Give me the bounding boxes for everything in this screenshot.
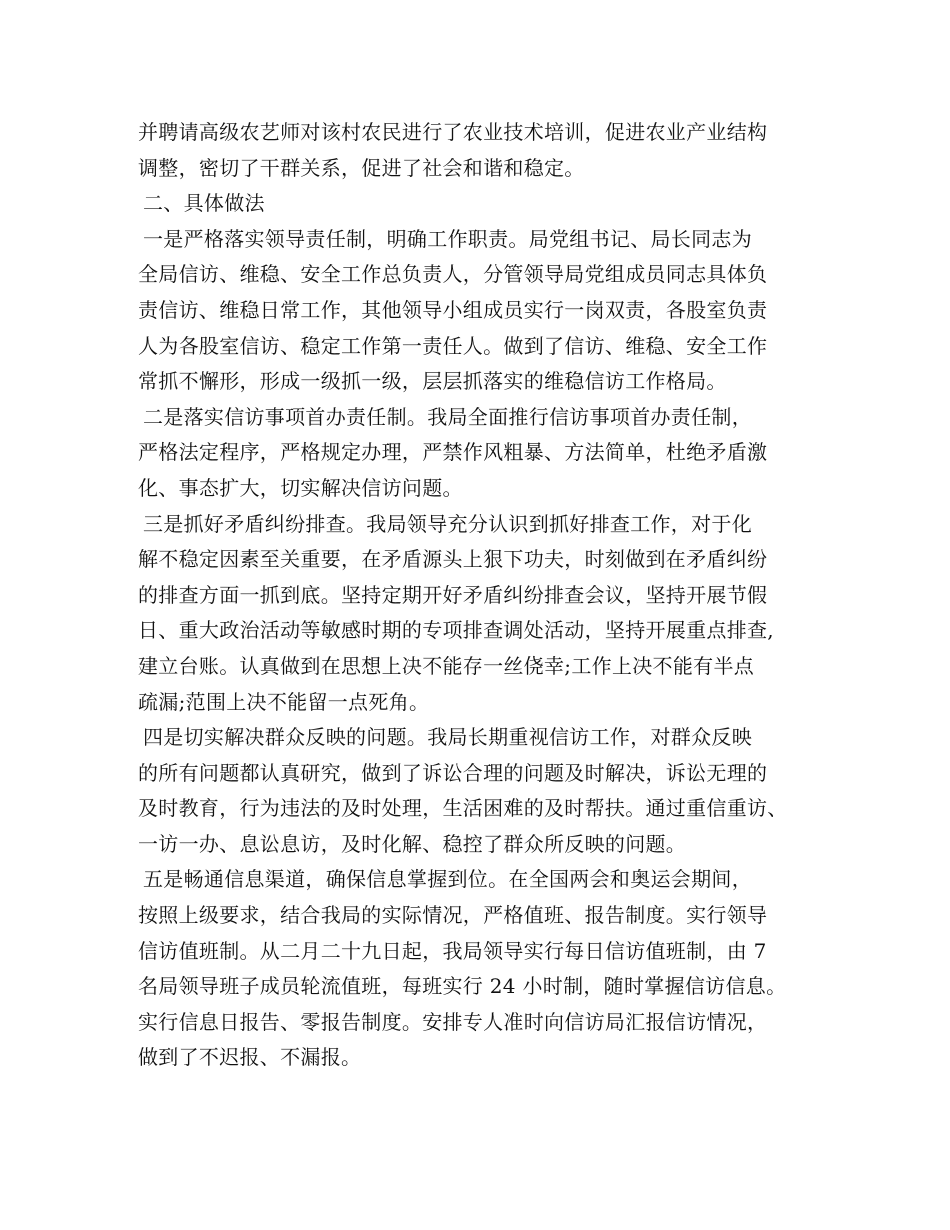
body-line: 的排查方面一抓到底。坚持定期开好矛盾纠纷排查会议，坚持开展节假 — [138, 582, 768, 607]
body-line: 名局领导班子成员轮流值班，每班实行 24 小时制，随时掌握信访信息。 — [138, 974, 787, 999]
body-line: 实行信息日报告、零报告制度。安排专人准时向信访局汇报信访情况， — [138, 1009, 768, 1034]
body-line: 解不稳定因素至关重要，在矛盾源头上狠下功夫，时刻做到在矛盾纠纷 — [138, 547, 768, 572]
body-line: 一是严格落实领导责任制，明确工作职责。局党组书记、局长同志为 — [143, 226, 752, 251]
body-line: 严格法定程序，严格规定办理，严禁作风粗暴、方法简单，杜绝矛盾激 — [138, 440, 768, 465]
body-line: 做到了不迟报、不漏报。 — [138, 1045, 362, 1070]
body-line: 二是落实信访事项首办责任制。我局全面推行信访事项首办责任制， — [143, 404, 752, 429]
body-line: 人为各股室信访、稳定工作第一责任人。做到了信访、维稳、安全工作 — [138, 333, 768, 358]
body-line: 一访一办、息讼息访，及时化解、稳控了群众所反映的问题。 — [138, 831, 687, 856]
body-line: 按照上级要求，结合我局的实际情况，严格值班、报告制度。实行领导 — [138, 903, 768, 928]
document-body — [138, 115, 838, 1076]
body-line: 常抓不懈形，形成一级抓一级，层层抓落实的维稳信访工作格局。 — [138, 369, 727, 394]
body-line: 及时教育，行为违法的及时处理，生活困难的及时帮扶。通过重信重访、 — [138, 796, 788, 821]
body-line: 四是切实解决群众反映的问题。我局长期重视信访工作，对群众反映 — [143, 725, 752, 750]
body-line: 建立台账。认真做到在思想上决不能存一丝侥幸;工作上决不能有半点 — [138, 653, 755, 678]
body-line: 化、事态扩大，切实解决信访问题。 — [138, 475, 463, 500]
body-line: 信访值班制。从二月二十九日起，我局领导实行每日信访值班制，由 7 — [138, 938, 767, 963]
body-line: 五是畅通信息渠道，确保信息掌握到位。在全国两会和奥运会期间， — [143, 867, 752, 892]
body-line: 调整，密切了干群关系，促进了社会和谐和稳定。 — [138, 155, 585, 180]
body-line: 三是抓好矛盾纠纷排查。我局领导充分认识到抓好排查工作，对于化 — [143, 511, 752, 536]
body-line: 全局信访、维稳、安全工作总负责人，分管领导局党组成员同志具体负 — [138, 262, 768, 287]
body-line: 并聘请高级农艺师对该村农民进行了农业技术培训，促进农业产业结构 — [138, 120, 768, 144]
body-line: 的所有问题都认真研究，做到了诉讼合理的问题及时解决，诉讼无理的 — [138, 760, 768, 785]
body-line: 日、重大政治活动等敏感时期的专项排查调处活动，坚持开展重点排查, — [138, 618, 774, 643]
section-heading: 二、具体做法 — [143, 191, 265, 216]
body-line: 责信访、维稳日常工作，其他领导小组成员实行一岗双责，各股室负责 — [138, 297, 768, 322]
body-line: 疏漏;范围上决不能留一点死角。 — [138, 689, 430, 714]
